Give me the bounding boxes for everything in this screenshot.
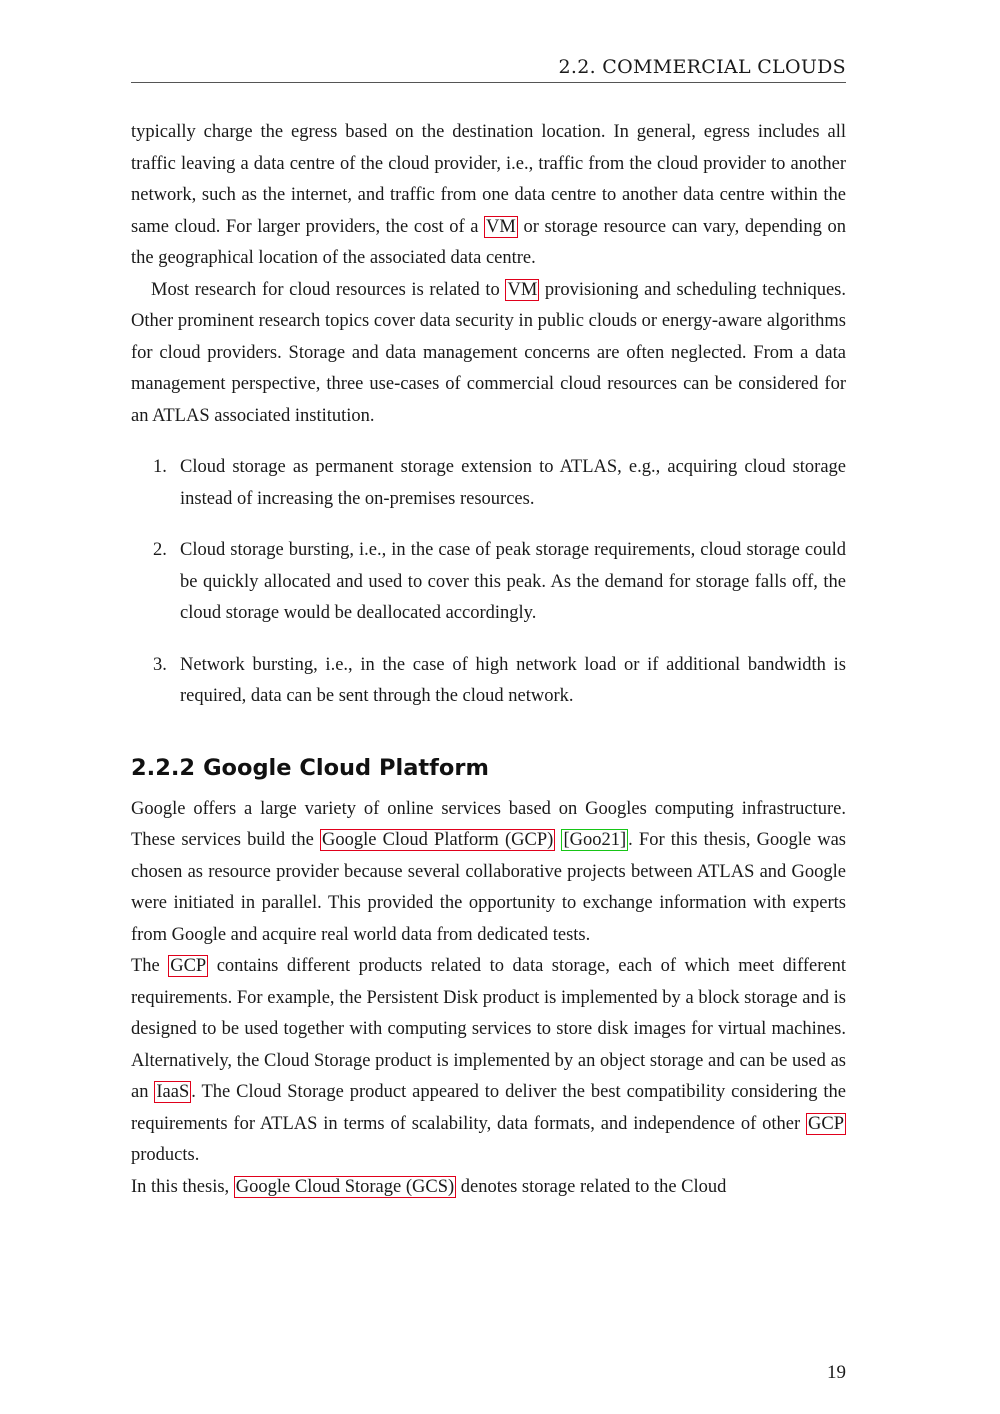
- list-item-number: 2.: [153, 540, 167, 560]
- acronym-link-vm[interactable]: VM: [507, 279, 538, 300]
- citation-link-goo21[interactable]: [Goo21]: [563, 830, 627, 850]
- list-item-text: Network bursting, i.e., in the case of high network load or if additional bandwidth is required, data can be sent through the cloud network.: [180, 654, 846, 706]
- paragraph-text: The: [131, 956, 169, 976]
- acronym-link-gcp[interactable]: GCP: [808, 1113, 844, 1134]
- acronym-link-gcp[interactable]: Google Cloud Platform (GCP): [322, 830, 554, 850]
- paragraph-gcp-products: [131, 951, 846, 1172]
- paragraph-text: typically charge the egress based on the destination location. In general, egress includes all traffic leaving a data centre of the cloud provider, i.e., traffic from the cloud provider to another network, such as the internet, and traffic from one data centre to another data centre within the same cloud. For larger providers, the cost of a: [131, 122, 846, 237]
- use-case-list: [131, 452, 846, 713]
- paragraph-text: . The Cloud Storage product appeared to deliver the best compatibility considering the requirements for ATLAS in terms of scalability, data formats, and independence of other: [131, 1082, 846, 1134]
- paragraph-text: or storage resource can vary, depending on the geographical location of the associated data centre.: [131, 216, 846, 268]
- list-item-text: Cloud storage as permanent storage extension to ATLAS, e.g., acquiring cloud storage instead of increasing the on-premises resources.: [180, 457, 846, 509]
- paragraph-gcs: [131, 1172, 846, 1204]
- body-text: [131, 117, 846, 1203]
- list-item-number: 1.: [153, 457, 167, 477]
- paragraph-text: . For this thesis, Google was chosen as resource provider because several collaborative projects between ATLAS and Google were initiated in parallel. This provided the opportunity to exchange information with experts from Google and acquire real world data from dedicated tests.: [131, 830, 847, 945]
- list-item: [131, 535, 846, 630]
- paragraph-text: provisioning and scheduling techniques. Other prominent research topics cover data security in public clouds or energy-aware algorithms for cloud providers. Storage and data management concerns are often neglected. From a data management perspective, three use-cases of commercial cloud resources can be considered for an ATLAS associated institution.: [131, 279, 847, 426]
- acronym-link-gcs[interactable]: Google Cloud Storage (GCS): [235, 1176, 455, 1197]
- list-item-number: 3.: [153, 654, 167, 675]
- paragraph-text: In this thesis,: [131, 1176, 234, 1197]
- section-number: 2.2.2: [131, 754, 196, 781]
- document-page: [131, 0, 846, 1414]
- paragraph-text: contains different products related to data storage, each of which meet different requirements. For example, the Persistent Disk product is implemented by a block storage and is designed to be used together with computing services to store disk images for virtual machines. Alternatively, the Cloud Storage product is implemented by an object storage and can be used as an: [131, 956, 846, 1102]
- paragraph-google-offers: [131, 794, 846, 952]
- section-title: Google Cloud Platform: [203, 754, 489, 781]
- paragraph-text: Google offers a large variety of online services based on Googles computing infrastructure. These services build the: [131, 798, 846, 850]
- acronym-link-gcp[interactable]: GCP: [170, 956, 207, 976]
- running-header: 2.2. COMMERCIAL CLOUDS: [131, 56, 846, 83]
- acronym-link-vm[interactable]: VM: [486, 216, 516, 237]
- paragraph-text: products.: [131, 1145, 200, 1165]
- acronym-link-iaas[interactable]: IaaS: [156, 1082, 190, 1102]
- list-item-text: Cloud storage bursting, i.e., in the case of peak storage requirements, cloud storage could be quickly allocated and used to cover this peak. As the demand for storage falls off, the cloud storage would be deallocated accordingly.: [180, 540, 846, 623]
- paragraph-text: Most research for cloud resources is related to: [151, 279, 506, 300]
- paragraph-research: [131, 275, 846, 433]
- paragraph-text: denotes storage related to the Cloud: [456, 1176, 727, 1197]
- page-number: 19: [827, 1362, 846, 1383]
- list-item: [131, 452, 846, 515]
- section-heading: [131, 753, 846, 783]
- paragraph-egress: [131, 117, 846, 275]
- list-item: [131, 650, 846, 713]
